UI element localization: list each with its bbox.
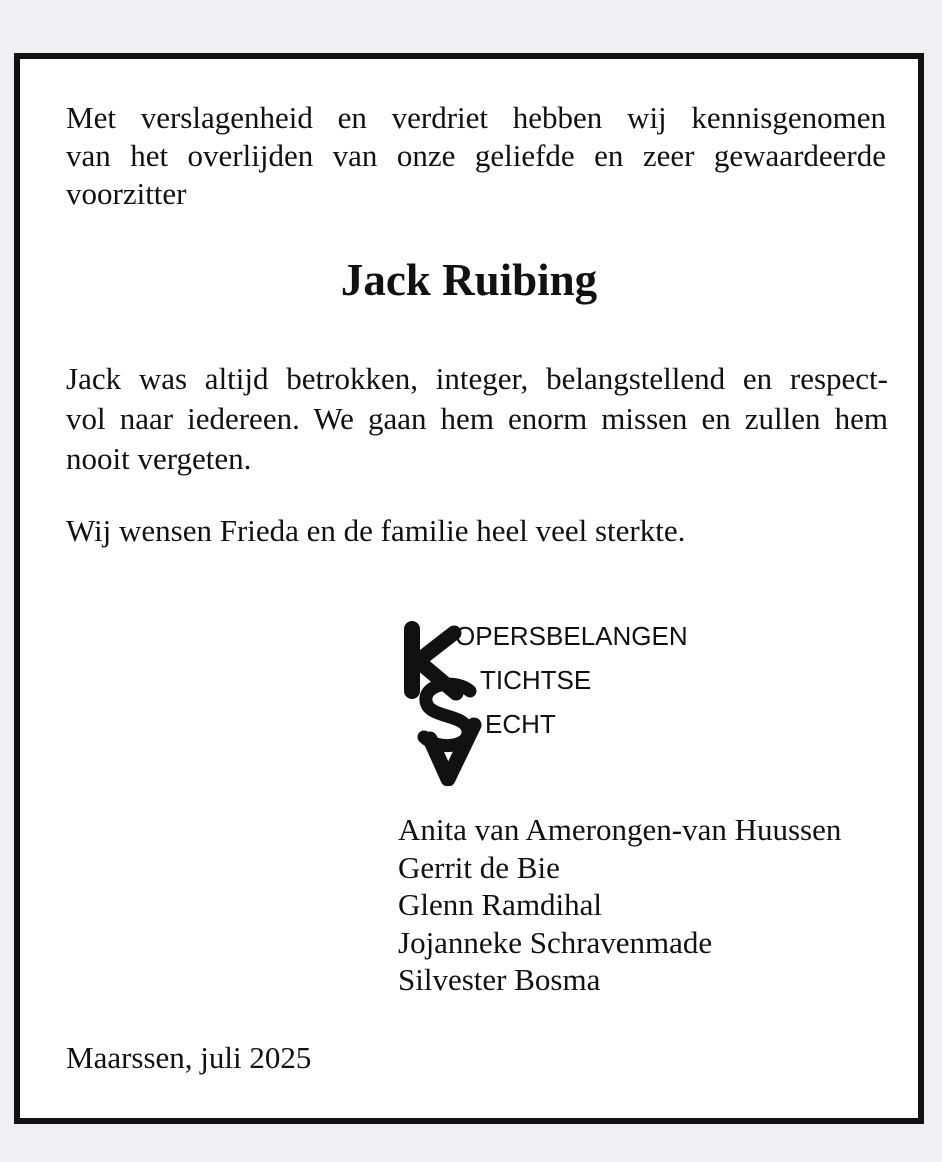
deceased-name: Jack Ruibing <box>340 255 598 305</box>
intro-line-1: Met verslagenheid en verdriet hebben wij kennisgenomen <box>66 100 886 135</box>
logo-word-3: ECHT <box>485 709 556 739</box>
signer-name: Jojanneke Schravenmade <box>398 924 713 960</box>
place-date: Maarssen, juli 2025 <box>66 1040 312 1075</box>
wish-text: Wij wensen Frieda en de familie heel veel sterkte. <box>66 513 686 548</box>
tribute-paragraph <box>66 359 888 479</box>
tribute-line-2: vol naar iedereen. We gaan hem enorm missen en zullen hem <box>66 401 888 436</box>
intro-paragraph <box>66 99 886 213</box>
intro-line-3: voorzitter <box>66 176 187 211</box>
signers-list <box>398 811 841 999</box>
obituary-notice <box>14 53 924 1124</box>
signer-name: Anita van Amerongen-van Huussen <box>398 812 842 847</box>
tribute-line-1: Jack was altijd betrokken, integer, belangstellend en respect- <box>66 361 888 396</box>
signer-name: Gerrit de Bie <box>398 849 560 885</box>
intro-line-2: van het overlijden van onze geliefde en zeer gewaardeerde <box>66 138 886 173</box>
signer-name: Silvester Bosma <box>398 962 601 997</box>
ksv-logo <box>396 621 736 786</box>
signer-name: Glenn Ramdihal <box>398 887 603 922</box>
tribute-line-3: nooit vergeten. <box>66 441 252 476</box>
logo-word-1: OPERSBELANGEN <box>455 621 688 651</box>
logo-word-2: TICHTSE <box>480 665 592 695</box>
